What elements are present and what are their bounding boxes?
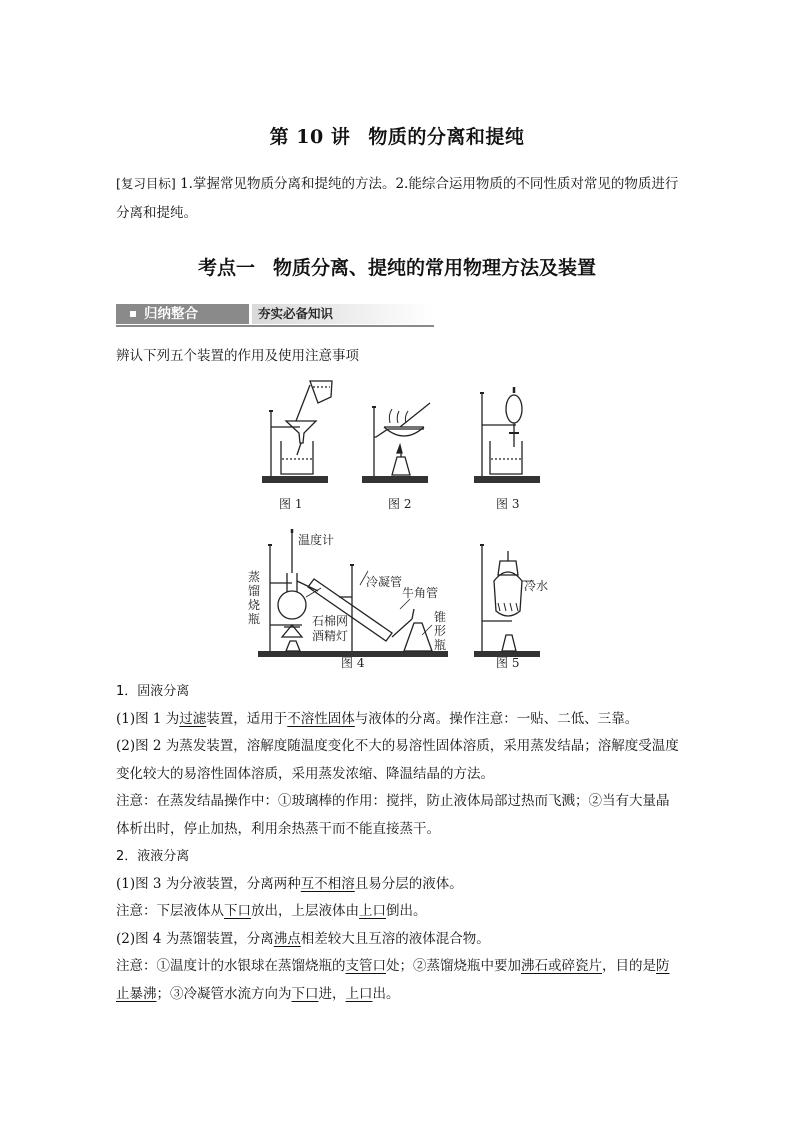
label-conical-3: 瓶 xyxy=(434,638,447,652)
apparatus-figures xyxy=(0,375,794,675)
section-banner xyxy=(116,304,434,326)
section-number: 考点一 xyxy=(197,257,255,279)
paragraph-filtration: (1)图 1 为过滤装置，适用于不溶性固体与液体的分离。操作注意：一贴、二低、三靠。 xyxy=(116,710,639,727)
banner-label-text: 归纳整合 xyxy=(144,306,198,322)
figure-2-caption: 图 2 xyxy=(388,497,412,511)
figure-1-filtration xyxy=(262,381,332,483)
main-content xyxy=(116,678,680,1008)
label-flask-2: 馏 xyxy=(248,584,261,598)
figure-1-caption: 图 1 xyxy=(279,497,303,511)
lecture-topic: 物质的分离和提纯 xyxy=(368,126,525,148)
subsection-liquid-liquid: 2．液液分离 xyxy=(116,849,190,864)
paragraph-evaporation: (2)图 2 为蒸发装置，溶解度随温度变化不大的易溶性固体溶质，采用蒸发结晶；溶解度受温度变化较大的易溶性固体溶质，采用蒸发浓缩、降温结晶的方法。 xyxy=(116,738,679,782)
label-gauze: 石棉网 xyxy=(312,614,349,628)
banner-label xyxy=(116,304,249,324)
square-bullet-icon xyxy=(130,311,136,317)
label-condenser: 冷凝管 xyxy=(366,575,403,589)
paragraph-distillation-notes: 注意：①温度计的水银球在蒸馏烧瓶的支管口处；②蒸馏烧瓶中要加沸石或碎瓷片，目的是防止暴沸；③冷凝管水流方向为下口进，上口出。 xyxy=(116,958,670,1002)
label-lamp: 酒精灯 xyxy=(312,629,349,643)
paragraph-separation-notes: 注意：下层液体从下口放出，上层液体由上口倒出。 xyxy=(116,903,427,919)
banner-sublabel: 夯实必备知识 xyxy=(252,304,434,324)
label-conical-2: 形 xyxy=(434,624,447,638)
label-cold-water: 冷水 xyxy=(524,579,549,593)
figure-2-evaporation xyxy=(362,403,430,483)
label-flask-3: 烧 xyxy=(248,598,261,612)
label-flask-4: 瓶 xyxy=(248,612,261,626)
banner-rule xyxy=(116,325,434,327)
review-goals-text: 1.掌握常见物质分离和提纯的方法。2.能综合运用物质的不同性质对常见的物质进行分离和提纯。 xyxy=(116,176,679,221)
lecture-number: 第 10 讲 xyxy=(269,126,351,148)
section-title: 物质分离、提纯的常用物理方法及装置 xyxy=(273,257,597,279)
review-goals-tag: [复习目标] xyxy=(116,176,176,191)
review-goals xyxy=(116,169,686,228)
intro-text: 辨认下列五个装置的作用及使用注意事项 xyxy=(116,348,359,364)
label-thermometer: 温度计 xyxy=(298,533,335,547)
section-heading xyxy=(0,253,794,280)
paragraph-evaporation-notes: 注意：在蒸发结晶操作中：①玻璃棒的作用：搅拌，防止液体局部过热而飞溅；②当有大量晶体析出时，停止加热，利用余热蒸干而不能直接蒸干。 xyxy=(116,793,670,837)
figure-5-caption: 图 5 xyxy=(496,656,520,670)
figure-3-separation xyxy=(474,387,540,483)
figure-3-caption: 图 3 xyxy=(496,497,520,511)
subsection-solid-liquid: 1．固液分离 xyxy=(116,684,190,699)
label-flask-1: 蒸 xyxy=(248,570,261,584)
lecture-title xyxy=(0,122,794,149)
figure-4-caption: 图 4 xyxy=(341,656,365,670)
paragraph-separation: (1)图 3 为分液装置，分离两种互不相溶且易分层的液体。 xyxy=(116,875,463,892)
label-conical-1: 锥 xyxy=(434,610,447,624)
figure-5-sublimation xyxy=(474,545,540,657)
paragraph-distillation: (2)图 4 为蒸馏装置，分离沸点相差较大且互溶的液体混合物。 xyxy=(116,930,490,947)
label-adapter: 牛角管 xyxy=(402,586,439,600)
